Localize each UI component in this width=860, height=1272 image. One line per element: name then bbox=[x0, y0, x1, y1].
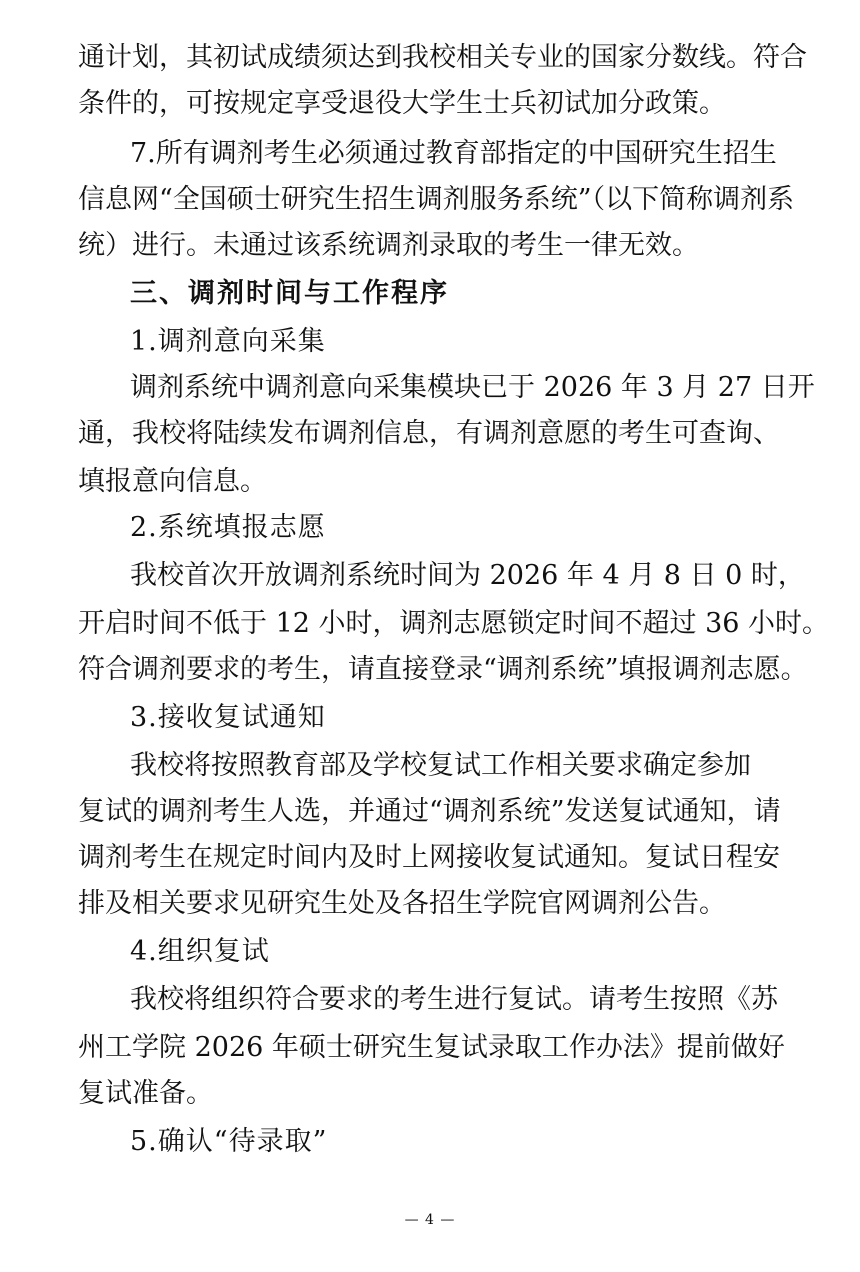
paragraph-line: 复试准备。 bbox=[78, 1078, 213, 1109]
paragraph-line: 信息网“全国硕士研究生招生调剂服务系统”（以下简称调剂系 bbox=[78, 184, 795, 215]
page-number: — 4 — bbox=[404, 1212, 456, 1228]
subsection-heading: 3.接收复试通知 bbox=[130, 702, 326, 733]
paragraph-line: 7.所有调剂考生必须通过教育部指定的中国研究生招生 bbox=[130, 138, 777, 169]
subsection-heading: 1.调剂意向采集 bbox=[130, 326, 326, 357]
paragraph-line: 调剂考生在规定时间内及时上网接收复试通知。复试日程安 bbox=[78, 842, 780, 873]
paragraph-line: 通，我校将陆续发布调剂信息，有调剂意愿的考生可查询、 bbox=[78, 418, 780, 449]
subsection-heading: 2.系统填报志愿 bbox=[130, 512, 326, 543]
section-heading: 三、调剂时间与工作程序 bbox=[130, 278, 449, 309]
paragraph-line: 复试的调剂考生人选，并通过“调剂系统”发送复试通知，请 bbox=[78, 796, 781, 827]
paragraph-line: 排及相关要求见研究生处及各招生学院官网调剂公告。 bbox=[78, 888, 726, 919]
paragraph-line: 填报意向信息。 bbox=[78, 466, 267, 497]
paragraph-line: 我校首次开放调剂系统时间为 2026 年 4 月 8 日 0 时， bbox=[130, 560, 805, 591]
paragraph-line: 我校将按照教育部及学校复试工作相关要求确定参加 bbox=[130, 750, 751, 781]
paragraph-line: 我校将组织符合要求的考生进行复试。请考生按照《苏 bbox=[130, 984, 778, 1015]
subsection-heading: 5.确认“待录取” bbox=[130, 1126, 328, 1157]
paragraph-line: 开启时间不低于 12 小时，调剂志愿锁定时间不超过 36 小时。 bbox=[78, 608, 830, 639]
paragraph-line: 通计划，其初试成绩须达到我校相关专业的国家分数线。符合 bbox=[78, 42, 807, 73]
paragraph-line: 调剂系统中调剂意向采集模块已于 2026 年 3 月 27 日开 bbox=[130, 372, 815, 403]
paragraph-line: 符合调剂要求的考生，请直接登录“调剂系统”填报调剂志愿。 bbox=[78, 654, 808, 685]
paragraph-line: 统）进行。未通过该系统调剂录取的考生一律无效。 bbox=[78, 230, 699, 261]
paragraph-line: 州工学院 2026 年硕士研究生复试录取工作办法》提前做好 bbox=[78, 1032, 785, 1063]
subsection-heading: 4.组织复试 bbox=[130, 936, 270, 967]
paragraph-line: 条件的，可按规定享受退役大学生士兵初试加分政策。 bbox=[78, 88, 726, 119]
